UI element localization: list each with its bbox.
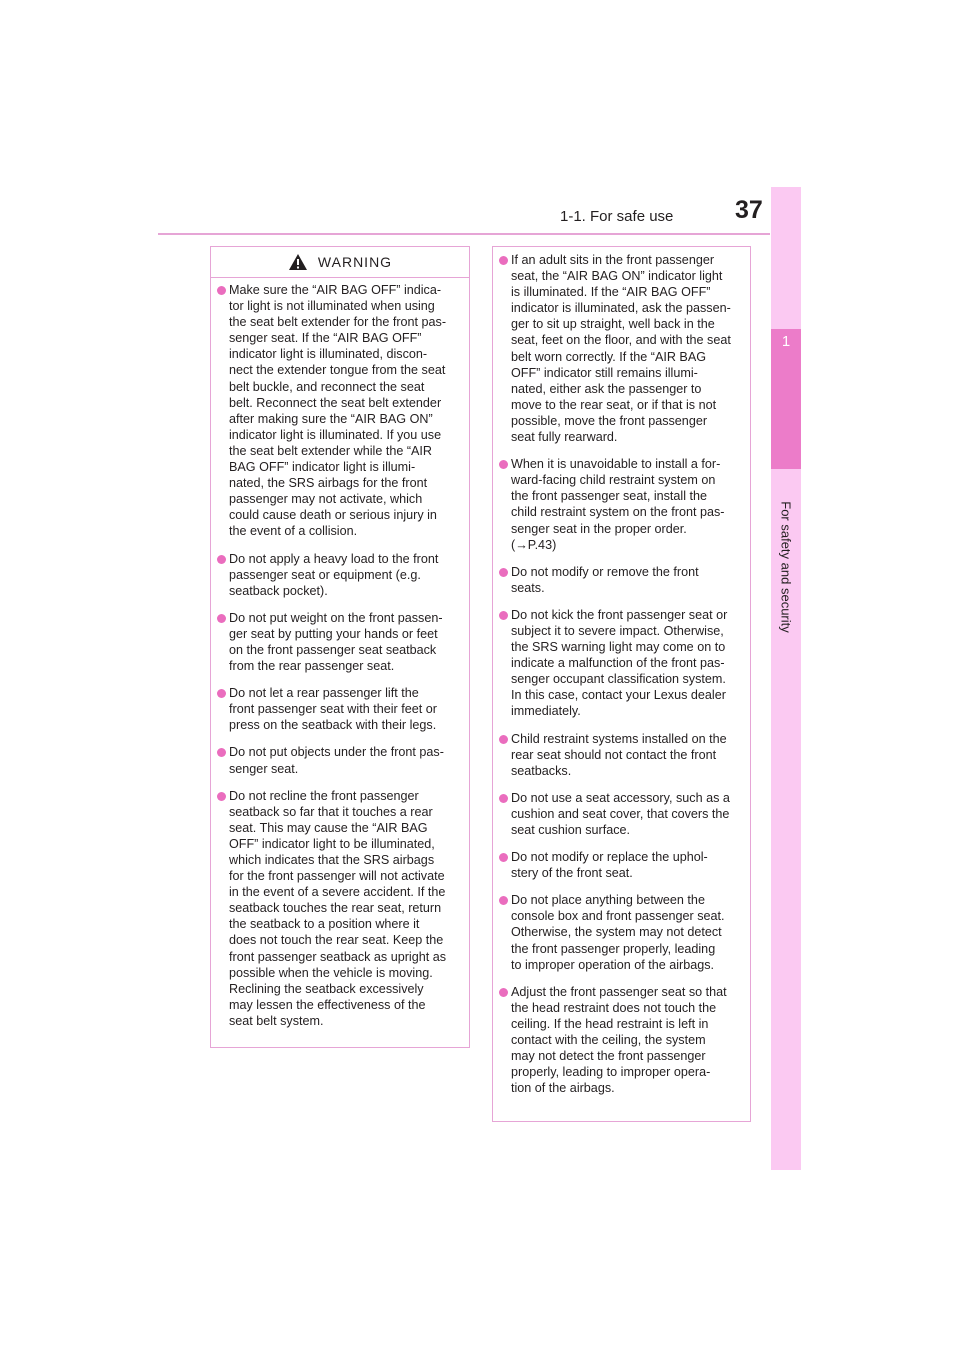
chapter-number: 1: [781, 333, 791, 350]
warning-item-line: ger to sit up straight, well back in the: [511, 317, 715, 332]
warning-item: [499, 892, 740, 972]
bullet-icon: [499, 896, 508, 905]
bullet-icon: [499, 460, 508, 469]
warning-item-line: seatbacks.: [511, 763, 572, 778]
warning-item-line: seats.: [511, 580, 545, 595]
warning-item-line: properly, leading to improper opera-: [511, 1065, 711, 1080]
warning-item-line: seat, the “AIR BAG ON” indicator light: [511, 269, 723, 284]
warning-item-line: Do not apply a heavy load to the front: [229, 551, 439, 566]
warning-item-line: front passenger seatback as upright as: [229, 949, 447, 964]
warning-item-line: tor light is not illuminated when using: [229, 299, 435, 314]
page-number: 37: [735, 196, 763, 224]
warning-item-line: child restraint system on the front pas-: [511, 505, 725, 520]
warning-item: [217, 610, 459, 674]
warning-item-line: Do not modify or replace the uphol-: [511, 850, 708, 865]
warning-item-line: Adjust the front passenger seat so that: [511, 984, 727, 999]
warning-item-line: the seat belt extender while the “AIR: [229, 443, 433, 458]
warning-item: [499, 731, 740, 779]
header-rule: [158, 233, 770, 235]
warning-title: WARNING: [317, 254, 393, 270]
warning-item-line: tion of the airbags.: [511, 1081, 615, 1096]
warning-item-line: in the event of a severe accident. If the: [229, 885, 446, 900]
warning-item-line: Reclining the seatback excessively: [229, 981, 424, 996]
bullet-icon: [499, 853, 508, 862]
warning-item-line: seatback pocket).: [229, 583, 328, 598]
chapter-title: For safety and security: [778, 501, 794, 633]
warning-item-line: nect the extender tongue from the seat: [229, 363, 446, 378]
warning-item-line: possible, move the front passenger: [511, 413, 708, 428]
warning-item-line: seat fully rearward.: [511, 430, 618, 445]
warning-item-line: immediately.: [511, 704, 581, 719]
section-title: 1-1. For safe use: [560, 208, 674, 225]
warning-item-line: seat cushion surface.: [511, 823, 631, 837]
warning-item-line: Do not kick the front passenger seat or: [511, 607, 728, 622]
warning-item-line: passenger may not activate, which: [229, 492, 423, 507]
warning-item-line: front passenger seat with their feet or: [229, 702, 437, 717]
warning-header: [211, 247, 469, 278]
warning-item-line: rear seat should not contact the front: [511, 747, 717, 762]
warning-item: [499, 790, 740, 838]
warning-item-line: on the front passenger seat seatback: [229, 642, 437, 657]
warning-item-line: does not touch the rear seat. Keep the: [229, 933, 444, 948]
warning-item-line: indicator is illuminated, ask the passen-: [511, 301, 731, 316]
warning-item-line: which indicates that the SRS airbags: [229, 853, 435, 867]
warning-item-line: subject it to severe impact. Otherwise,: [511, 623, 724, 638]
chapter-side-tab: [771, 187, 801, 1170]
warning-item-line: senger seat in the proper order.: [511, 521, 687, 536]
chapter-number-box: [771, 329, 801, 469]
warning-item: [217, 788, 459, 1029]
warning-item-line: press on the seatback with their legs.: [229, 718, 437, 733]
warning-list-right: [493, 247, 750, 1096]
warning-item: [499, 564, 740, 596]
warning-item-line: seat. This may cause the “AIR BAG: [229, 820, 428, 835]
warning-item: [499, 456, 740, 553]
warning-item-line: senger seat. If the “AIR BAG OFF”: [229, 331, 422, 346]
warning-item-line: the front passenger properly, leading: [511, 941, 716, 956]
warning-item-line: nated, the SRS airbags for the front: [229, 476, 428, 491]
warning-item-line: cushion and seat cover, that covers the: [511, 806, 730, 821]
warning-item-line: In this case, contact your Lexus dealer: [511, 688, 726, 703]
warning-box-right: [492, 246, 751, 1122]
bullet-icon: [499, 794, 508, 803]
warning-item-line: seatback touches the rear seat, return: [229, 901, 442, 916]
warning-item: [217, 744, 459, 776]
warning-item-line: senger seat.: [229, 761, 299, 776]
warning-item-line: Do not let a rear passenger lift the: [229, 686, 419, 701]
warning-item-line: seat belt system.: [229, 1013, 324, 1028]
warning-item-line: indicator light is illuminated, discon-: [229, 347, 428, 362]
warning-item-line: OFF” indicator still remains illumi-: [511, 365, 698, 380]
warning-item-line: Do not put objects under the front pas-: [229, 745, 444, 760]
warning-item-line: the seatback to a position where it: [229, 917, 420, 932]
warning-item-line: the head restraint does not touch the: [511, 1000, 717, 1015]
warning-item-line: to improper operation of the airbags.: [511, 957, 715, 972]
warning-item-line: Do not modify or remove the front: [511, 564, 699, 579]
warning-item-line: is illuminated. If the “AIR BAG OFF”: [511, 285, 711, 300]
bullet-icon: [217, 614, 226, 623]
warning-item-line: senger occupant classification system.: [511, 672, 726, 687]
warning-box-left: [210, 246, 470, 1048]
warning-item-line: ward-facing child restraint system on: [511, 473, 716, 488]
warning-item-line: seatback so far that it touches a rear: [229, 804, 433, 819]
warning-item-line: When it is unavoidable to install a for-: [511, 457, 721, 472]
warning-item-line: the SRS warning light may come on to: [511, 640, 726, 655]
warning-item: [217, 282, 459, 540]
warning-item: [499, 849, 740, 881]
bullet-icon: [217, 792, 226, 801]
warning-item-line: from the rear passenger seat.: [229, 659, 395, 674]
warning-item-line: the event of a collision.: [229, 524, 358, 539]
bullet-icon: [499, 568, 508, 577]
warning-item: [499, 984, 740, 1097]
warning-item-line: could cause death or serious injury in: [229, 508, 437, 523]
bullet-icon: [499, 735, 508, 744]
warning-item-line: for the front passenger will not activate: [229, 869, 445, 884]
warning-item-line: console box and front passenger seat.: [511, 909, 725, 924]
warning-item: [499, 252, 740, 445]
warning-list-left: [211, 278, 469, 1029]
warning-item-line: indicate a malfunction of the front pas-: [511, 656, 725, 671]
warning-item-line: Make sure the “AIR BAG OFF” indica-: [229, 283, 442, 297]
warning-item-line: (→P.43): [511, 537, 557, 552]
bullet-icon: [217, 689, 226, 698]
warning-item-line: Child restraint systems installed on the: [511, 731, 727, 746]
warning-item-line: the front passenger seat, install the: [511, 489, 708, 504]
bullet-icon: [499, 256, 508, 265]
warning-item-line: possible when the vehicle is moving.: [229, 965, 433, 980]
warning-item-line: after making sure the “AIR BAG ON”: [229, 411, 433, 426]
warning-item-line: the seat belt extender for the front pas-: [229, 315, 447, 330]
warning-item-line: Do not place anything between the: [511, 893, 705, 908]
warning-item-line: belt worn correctly. If the “AIR BAG: [511, 349, 707, 364]
bullet-icon: [499, 988, 508, 997]
warning-item-line: may not detect the front passenger: [511, 1049, 706, 1064]
warning-item: [499, 607, 740, 720]
warning-item-line: passenger seat or equipment (e.g.: [229, 567, 421, 582]
warning-item-line: ger seat by putting your hands or feet: [229, 626, 438, 641]
warning-item-line: If an adult sits in the front passenger: [511, 253, 715, 267]
warning-item-line: nated, either ask the passenger to: [511, 381, 702, 396]
bullet-icon: [217, 555, 226, 564]
warning-triangle-icon: [288, 253, 308, 271]
warning-item-line: contact with the ceiling, the system: [511, 1033, 706, 1048]
warning-item-line: Do not use a seat accessory, such as a: [511, 790, 730, 805]
warning-item-line: may lessen the effectiveness of the: [229, 997, 426, 1012]
warning-item-line: Do not put weight on the front passen-: [229, 610, 443, 625]
warning-item-line: ceiling. If the head restraint is left in: [511, 1016, 709, 1031]
warning-item-line: stery of the front seat.: [511, 866, 633, 881]
warning-item-line: Otherwise, the system may not detect: [511, 925, 722, 940]
warning-item-line: move to the rear seat, or if that is not: [511, 397, 717, 412]
bullet-icon: [499, 611, 508, 620]
warning-item-line: OFF” indicator light to be illuminated,: [229, 836, 435, 851]
bullet-icon: [217, 748, 226, 757]
warning-item-line: belt buckle, and reconnect the seat: [229, 379, 425, 394]
warning-item-line: belt. Reconnect the seat belt extender: [229, 395, 442, 410]
warning-item-line: BAG OFF” indicator light is illumi-: [229, 460, 416, 475]
warning-item: [217, 685, 459, 733]
bullet-icon: [217, 286, 226, 295]
warning-item: [217, 551, 459, 599]
warning-item-line: seat, feet on the floor, and with the seat: [511, 333, 731, 348]
warning-item-line: indicator light is illuminated. If you use: [229, 427, 442, 442]
warning-item-line: Do not recline the front passenger: [229, 788, 419, 803]
